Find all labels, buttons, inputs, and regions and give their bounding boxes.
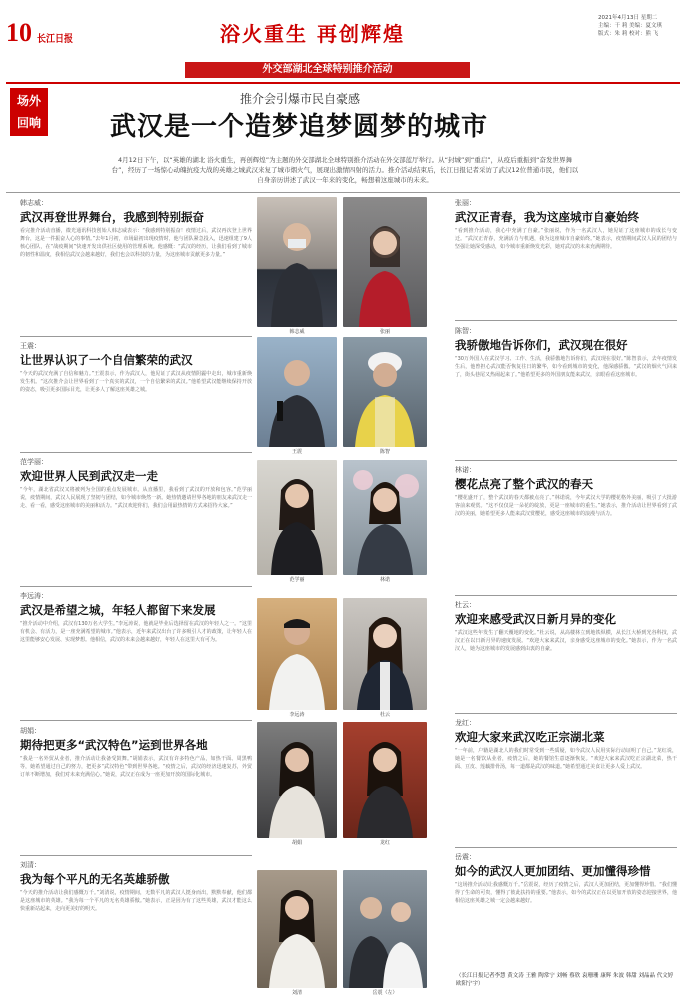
headline-kicker: 推介会引爆市民自豪感 <box>240 92 361 106</box>
article-rule <box>455 713 677 714</box>
person-silhouette-icon <box>257 870 337 988</box>
article-title: 让世界认识了一个自信繁荣的武汉 <box>20 353 193 367</box>
portrait-photo <box>257 197 337 327</box>
person-silhouette-icon <box>257 197 337 327</box>
photo-caption: 韩志威 <box>289 329 305 335</box>
article-title: 我为每个平凡的无名英雄骄傲 <box>20 872 170 886</box>
article-body: 看完推介活动直播，微光通讯科技创始人韩志威表示：“我感到特别振奋！疫情过后，武汉再次登上世界舞台，这是一件振奋人心的事情。”去年1月初，市场最初出现疫情时，他与团队紧急投入，迅速组建了9人核心团队，在“战疫期间”快速开发出供社区使用的管理系统。他感慨：“武汉的经历，让我们看到了城市的韧性和温度，我相信武汉会越来越好，我们也会以科技的力量，为这座城市贡献更多力量。” <box>20 228 252 258</box>
article-rule <box>20 720 252 721</box>
article-body: “武汉这些年发生了翻天覆地的变化。”杜云说，从高楼林立到地铁纵横，从长江大桥到光谷科技，武汉正在以日新月异的速度发展。“欢迎大家来武汉，亲身感受这座城市的变化。”她表示，作为一名武汉人，她为这座城市的发展感到由衷的自豪。 <box>455 630 677 652</box>
article-title: 如今的武汉人更加团结、更加懂得珍惜 <box>455 864 651 878</box>
person-silhouette-icon <box>343 197 427 327</box>
reporter-credits: （长江日报记者李慧 黄文涛 王雅 陶常宁 刘畅 蔡欣 袁珊珊 康辉 朱波 韩甜 刘晶晶 代文婷 欧阳宁宇） <box>456 973 674 987</box>
article-title: 樱花点亮了整个武汉的春天 <box>455 477 593 491</box>
article-title: 欢迎大家来武汉吃正宗湖北菜 <box>455 730 605 744</box>
interviewee-name: 岳震： <box>455 853 476 861</box>
edition-layout: 版式：朱 莉 校对：熊 飞 <box>598 31 659 37</box>
article-body: “看到推介活动，我心中充满了自豪。”张丽说，作为一名武汉人，她见证了这座城市的成长与变迁。“武汉正青春，充满活力与机遇，我为这座城市自豪始终。”她表示，疫情期间武汉人民的团结与坚强让她深受感动，如今城市重新焕发光彩，她对武汉的未来充满期待。 <box>455 228 677 250</box>
article-rule <box>455 847 677 848</box>
portrait-photo <box>343 337 427 447</box>
article-body: “今天的武汉充满了自信和魅力。”王震表示，作为武汉人，他见证了武汉从疫情阴霾中走出，城市重新焕发生机。“这次推介会让世界看到了一个真实的武汉，一个自信繁荣的武汉。”他希望武汉能继续保持开放的姿态，吸引更多国际目光，让更多人了解这座英雄之城。 <box>20 371 252 393</box>
article-rule <box>20 586 252 587</box>
article-rule <box>20 336 252 337</box>
lede-rule <box>6 192 680 193</box>
article-title: 我骄傲地告诉你们，武汉现在很好 <box>455 338 628 352</box>
person-silhouette-icon <box>257 722 337 838</box>
header-rule <box>6 82 680 84</box>
portrait-photo <box>257 722 337 838</box>
photo-caption: 陈智 <box>379 449 390 455</box>
interviewee-name: 林诺： <box>455 466 476 474</box>
person-silhouette-icon <box>257 598 337 710</box>
section-subtitle: 外交部湖北全球特别推介活动 <box>185 62 470 78</box>
portrait-photo <box>343 598 427 710</box>
page-header <box>0 0 686 75</box>
person-silhouette-icon <box>257 337 337 447</box>
article-body: “今年，湖北省武汉又将被列为全国的重点发展城市。从直播里，我看到了武汉的开放和包容。”范学丽说，疫情期间，武汉人民展现了坚韧与团结，如今城市焕然一新。她热情邀请世界各地的朋友来武汉走一走、看一看，感受这座城市的美丽和活力。“武汉欢迎你们，我们会用最热情的方式来招待大家。” <box>20 487 252 509</box>
photo-caption: 杜云 <box>379 712 390 718</box>
portrait-photo <box>343 722 427 838</box>
article-title: 武汉正青春，我为这座城市自豪始终 <box>455 210 639 224</box>
article-rule <box>20 452 252 453</box>
interviewee-name: 范学丽： <box>20 458 48 466</box>
person-silhouette-icon <box>257 460 337 575</box>
photo-caption: 范学丽 <box>289 577 305 583</box>
article-body: “今天的推介活动让我们感慨万千。”刘清说，疫情期间，无数平凡的武汉人挺身而出，默默奉献，他们都是这座城市的英雄。“我为每一个平凡的无名英雄骄傲。”她表示，正是因为有了这些英雄，武汉才能这么快重新站起来，走向更美好的明天。 <box>20 890 252 912</box>
edition-editors: 主编：干 莉 美编：夏文琪 <box>598 23 662 29</box>
person-silhouette-icon <box>343 722 427 838</box>
article-rule <box>455 460 677 461</box>
photo-caption: 岳震（左） <box>372 990 398 996</box>
main-headline: 武汉是一个造梦追梦圆梦的城市 <box>110 112 489 142</box>
page-number: 10 <box>6 18 32 47</box>
article-body: “这场推介活动让我感慨万千。”岳震说，经历了疫情之后，武汉人更加团结，更加懂得珍惜。“我们懂得了生命的可贵，懂得了彼此扶持的重要。”他表示，如今的武汉正在以更加开放的姿态迎接世界，他相信这座英雄之城一定会越来越好。 <box>455 882 677 904</box>
portrait-photo <box>257 598 337 710</box>
edition-info <box>598 14 684 38</box>
interviewee-name: 刘清： <box>20 861 41 869</box>
article-rule <box>20 855 252 856</box>
article-title: 武汉再登世界舞台，我感到特别振奋 <box>20 210 204 224</box>
badge-line: 场外 <box>16 94 41 108</box>
photo-caption: 龙红 <box>379 840 390 846</box>
interviewee-name: 张丽： <box>455 199 476 207</box>
photo-caption: 林诺 <box>379 577 390 583</box>
person-silhouette-icon <box>343 337 427 447</box>
section-badge <box>10 88 48 136</box>
article-title: 欢迎世界人民到武汉走一走 <box>20 469 158 483</box>
photo-caption: 张丽 <box>379 329 390 335</box>
article-body: “樱花盛开了，整个武汉的春天都被点亮了。”林诺说，今年武汉大学的樱花格外美丽，吸引了大批游客前来观赏。“这不仅仅是一朵花的绽放，更是一座城市的重生。”她表示，推介活动让世界看到了武汉的美丽，她希望更多人能来武汉赏樱花，感受这座城市的浪漫与活力。 <box>455 495 677 517</box>
portrait-photo <box>257 337 337 447</box>
photo-caption: 刘清 <box>291 990 302 996</box>
portrait-photo <box>257 460 337 575</box>
article-body: “一年前，户籍是湖北人的我们时常受到一些质疑，如今武汉人民用实际行动证明了自己。”龙红说，她是一名餐饮从业者，疫情之后，她的餐馆生意逐渐恢复。“欢迎大家来武汉吃正宗湖北菜，热干面、豆皮、莲藕排骨汤，每一道都是武汉的味道。”她希望通过美食让更多人爱上武汉。 <box>455 748 677 770</box>
interviewee-name: 陈智： <box>455 327 476 335</box>
interviewee-name: 胡娟： <box>20 727 41 735</box>
interviewee-name: 李远涛： <box>20 592 48 600</box>
article-title: 欢迎来感受武汉日新月异的变化 <box>455 612 616 626</box>
photo-caption: 胡娟 <box>291 840 302 846</box>
article-body: “我是一名外贸从业者，推介活动让我备受鼓舞。”胡娟表示，武汉有许多特色产品，如热干面、周黑鸭等，她希望通过自己的努力，把更多“武汉特色”带到世界各地。“疫情之后，武汉的经济迅速复苏，外贸订单不断增加，我们对未来充满信心。”她说，武汉正在成为一座更加开放的国际化城市。 <box>20 756 252 778</box>
edition-date: 2021年4月13日 星期二 <box>598 15 658 21</box>
portrait-photo <box>343 197 427 327</box>
article-title: 武汉是希望之城，年轻人都留下来发展 <box>20 603 216 617</box>
badge-line: 回响 <box>16 116 41 130</box>
section-banner: 浴火重生 再创辉煌 <box>220 22 405 46</box>
portrait-photo <box>343 870 427 988</box>
interviewee-name: 龙红： <box>455 719 476 727</box>
lede-paragraph: 4月12日下午，以“英雄的湖北 浴火重生，再创辉煌”为主题的外交部湖北全球特别推介活动在外交部蓝厅举行。从“封城”到“重启”，从疫后重振到“奋发世界舞台”，经历了一场惊心动魄抗疫大战的英雄之城武汉来复了城市烟火气，展现出激情四射的活力。推介活动结束后，长江日报记者采访了武汉12位普通市民，他们以自身亲历讲述了武汉一年来的变化，畅想着这座城市的未来。 <box>111 156 579 184</box>
photo-caption: 李远涛 <box>289 712 305 718</box>
newspaper-name: 长江日报 <box>37 34 73 45</box>
article-rule <box>455 595 677 596</box>
article-body: “推介活动中介绍，武汉有130万名大学生。”李远涛说，他就是毕业后选择留在武汉的年轻人之一。“这里有机会、有活力，是一座充满希望的城市。”他表示，近年来武汉出台了许多吸引人才的政策，让年轻人在这里能够安心发展、实现梦想。他相信，武汉的未来会越来越好，年轻人在这里大有可为。 <box>20 621 252 643</box>
article-title: 期待把更多“武汉特色”运到世界各地 <box>20 738 208 752</box>
article-body: “30万外国人在武汉学习、工作、生活，我骄傲地告诉你们，武汉现在很好。”陈智表示，去年疫情发生后，他曾担心武汉能否恢复往日的繁华，如今看到城市的变化，他深感骄傲。“武汉的烟火气回来了，街头巷尾又热闹起来了。”他希望更多的外国朋友能来武汉，亲眼看看这座城市。 <box>455 356 677 378</box>
photo-caption: 王震 <box>291 449 302 455</box>
interviewee-name: 杜云： <box>455 601 476 609</box>
person-silhouette-icon <box>343 870 427 988</box>
portrait-photo <box>257 870 337 988</box>
interviewee-name: 韩志威： <box>20 199 48 207</box>
portrait-photo <box>343 460 427 575</box>
person-silhouette-icon <box>343 598 427 710</box>
interviewee-name: 王震： <box>20 342 41 350</box>
article-rule <box>455 320 677 321</box>
person-silhouette-icon <box>343 460 427 575</box>
